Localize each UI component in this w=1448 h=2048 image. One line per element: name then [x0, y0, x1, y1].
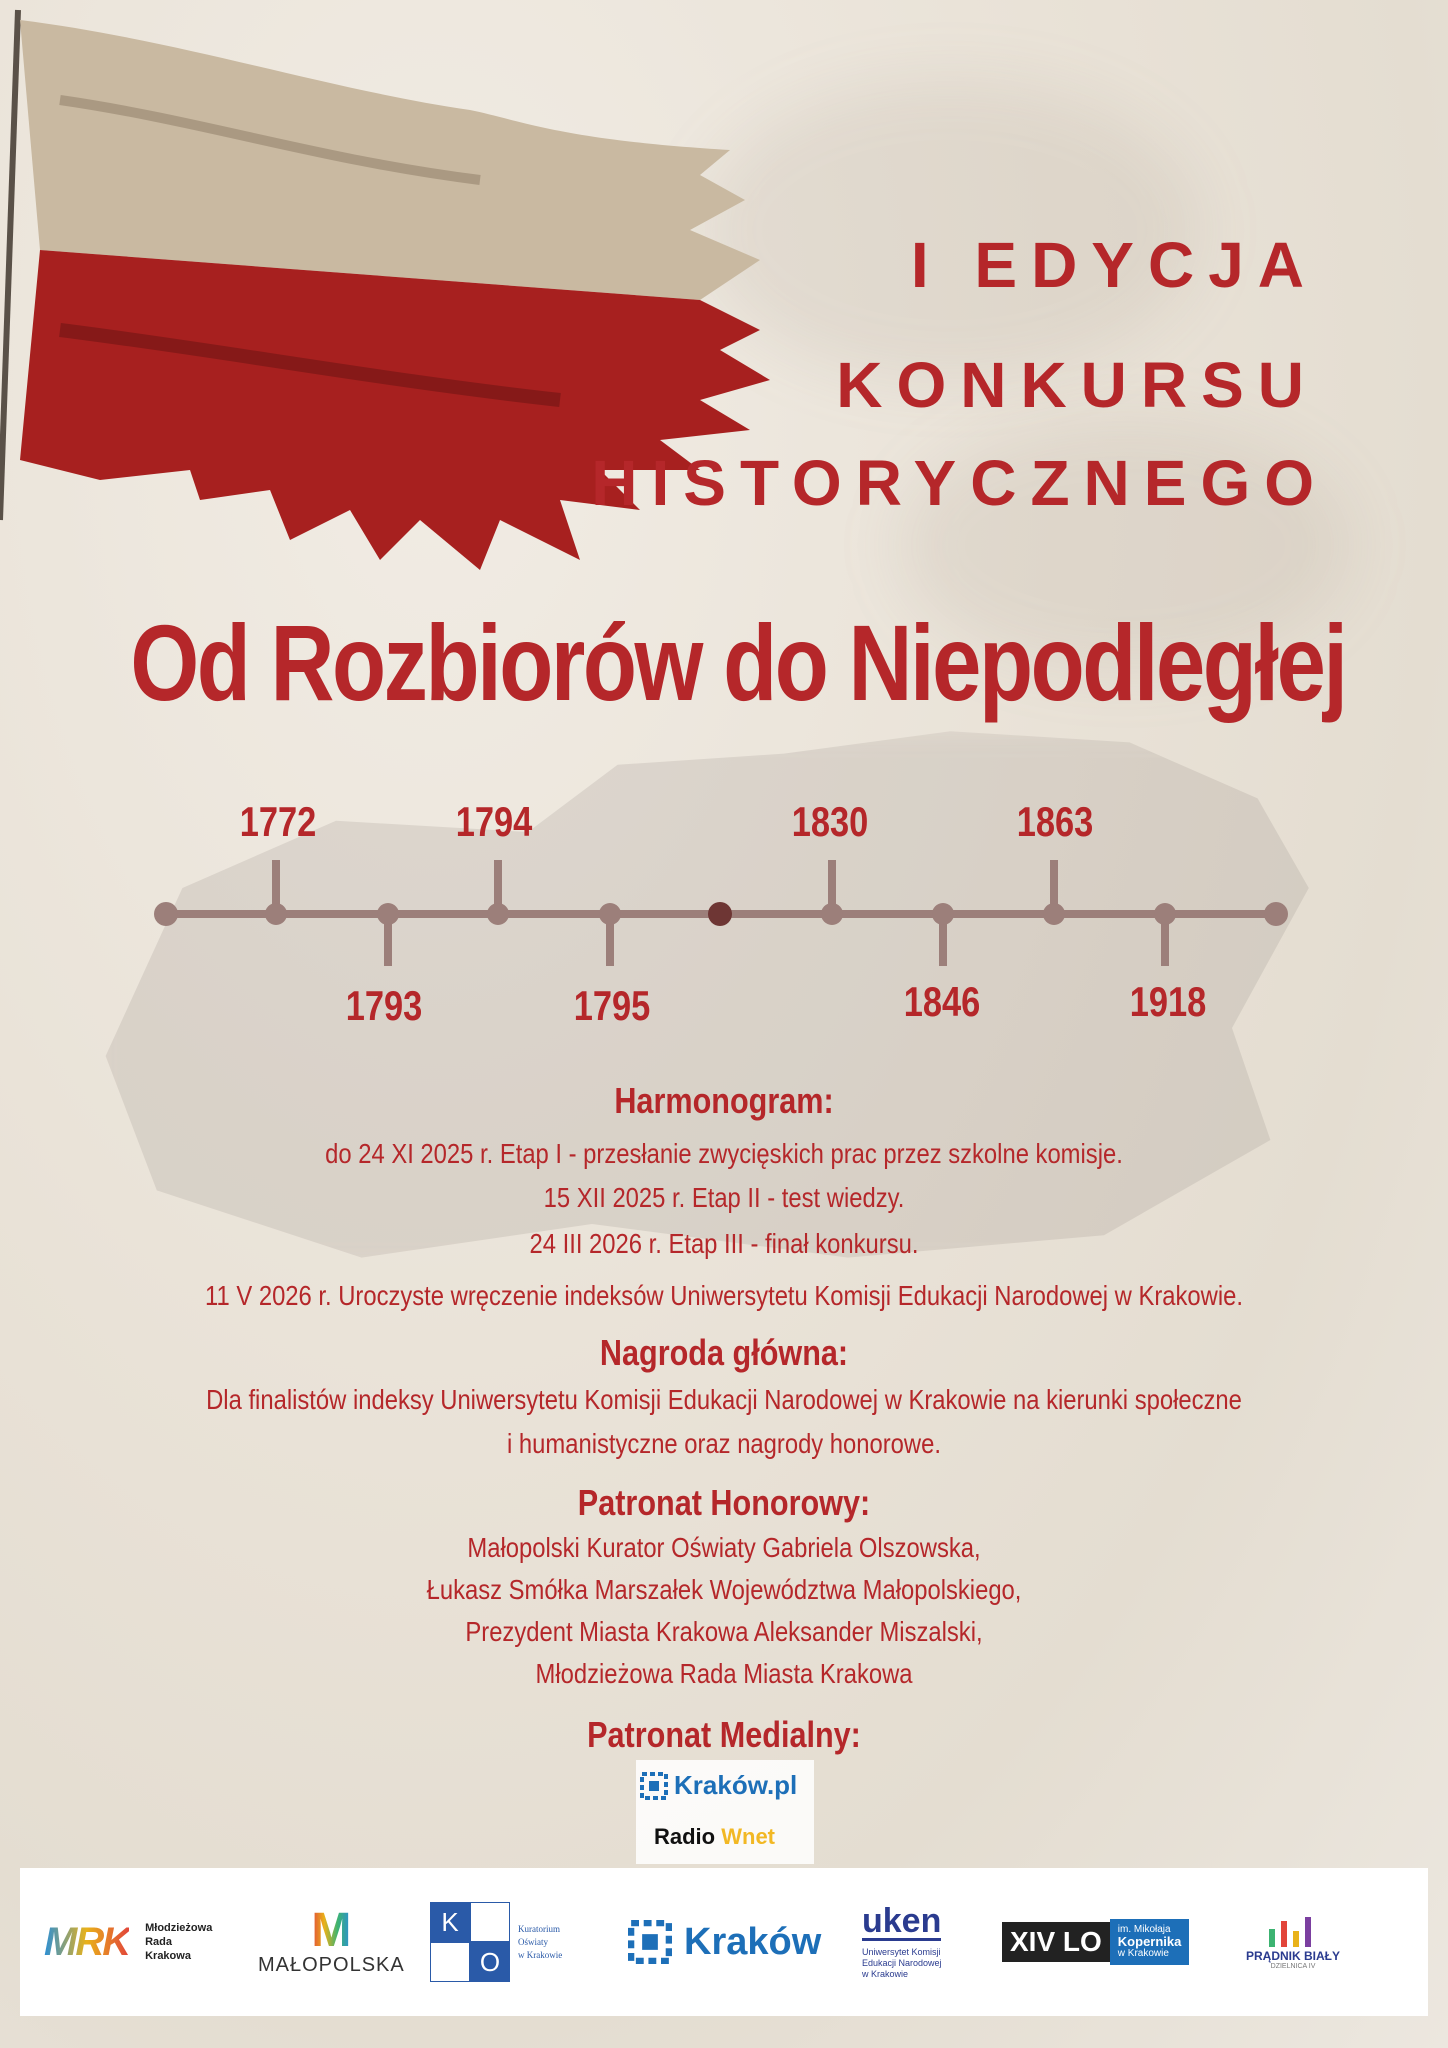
pradnik-subtext: DZIELNICA IV	[1270, 1962, 1316, 1970]
prize-line: Dla finalistów indeksy Uniwersytetu Komisji Edukacji Narodowej w Krakowie na kierunki społeczne	[206, 1384, 1242, 1415]
prize-line: i humanistyczne oraz nagrody honorowe.	[507, 1428, 941, 1459]
honorary-patron: Młodzieżowa Rada Miasta Krakowa	[535, 1658, 913, 1689]
xivlo-text: w Krakowie	[1117, 1948, 1169, 1959]
flag-pole	[0, 10, 18, 520]
media-patronage-heading: Patronat Medialny:	[587, 1714, 861, 1755]
honorary-patron: Małopolski Kurator Oświaty Gabriela Olszowska,	[467, 1532, 981, 1563]
year-1793: 1793	[345, 982, 423, 1029]
xivlo-text: Kopernika	[1117, 1934, 1182, 1949]
krakow-logo	[628, 1868, 821, 2016]
uken-text: w Krakowie	[862, 1969, 909, 1979]
mrk-text: Młodzieżowa	[145, 1922, 213, 1934]
kuratorium-text: Kuratorium	[518, 1923, 560, 1934]
timeline-axis	[0, 770, 1448, 1040]
flag-red-stripe	[20, 250, 770, 570]
honorary-patron: Prezydent Miasta Krakowa Aleksander Miszalski,	[465, 1616, 983, 1647]
mrk-text: Rada	[145, 1936, 172, 1948]
heading-historical: HISTORYCZNEGO	[591, 447, 1328, 519]
kuratorium-o: O	[470, 1942, 510, 1982]
media-patrons	[636, 1760, 814, 1864]
year-1846: 1846	[903, 978, 981, 1025]
xivlo-mark: XIV LO	[1002, 1922, 1110, 1962]
kuratorium-k: K	[430, 1902, 470, 1942]
year-1863: 1863	[1016, 798, 1094, 845]
krakow-grid-icon	[640, 1772, 668, 1800]
page-title: Od Rozbiorów do Niepodległej	[130, 602, 1346, 723]
harmonogram-item: 24 III 2026 r. Etap III - finał konkursu.	[529, 1228, 919, 1259]
harmonogram-item: 15 XII 2025 r. Etap II - test wiedzy.	[543, 1182, 905, 1213]
heading-edition: I EDYCJA	[910, 229, 1318, 301]
mrk-mark: MRK	[44, 1919, 130, 1964]
uken-text: Edukacji Narodowej	[862, 1958, 942, 1968]
krakow-pl-text: Kraków.pl	[674, 1770, 798, 1800]
harmonogram-item: 11 V 2026 r. Uroczyste wręczenie indeksów Uniwersytetu Komisji Edukacji Narodowej w Krakowie.	[205, 1280, 1243, 1311]
harmonogram-heading: Harmonogram:	[614, 1080, 834, 1121]
uken-logo	[862, 1868, 942, 2016]
kuratorium-logo	[430, 1868, 562, 2016]
mrk-text: Krakowa	[145, 1950, 191, 1962]
uken-text: Uniwersytet Komisji	[862, 1947, 941, 1957]
year-1918: 1918	[1129, 978, 1207, 1025]
malopolska-text: MAŁOPOLSKA	[258, 1953, 405, 1976]
malopolska-logo	[258, 1868, 405, 2016]
timeline-center-dot	[708, 902, 732, 926]
timeline	[0, 770, 1448, 1040]
mrk-logo	[44, 1868, 212, 2016]
harmonogram-item: do 24 XI 2025 r. Etap I - przesłanie zwycięskich prac przez szkolne komisje.	[325, 1138, 1123, 1169]
radio-text: Radio	[654, 1824, 722, 1849]
sponsor-logos-bar	[20, 1868, 1428, 2016]
honorary-patron: Łukasz Smółka Marszałek Województwa Małopolskiego,	[426, 1574, 1022, 1605]
prize-heading: Nagroda główna:	[599, 1332, 849, 1373]
kuratorium-text: w Krakowie	[518, 1949, 563, 1960]
timeline-endpoint	[154, 902, 178, 926]
year-1772: 1772	[239, 798, 317, 845]
wnet-text: Wnet	[721, 1824, 775, 1849]
xivlo-text: im. Mikołaja	[1117, 1924, 1171, 1935]
timeline-endpoint	[1264, 902, 1288, 926]
malopolska-mark: M	[311, 1903, 352, 1957]
honorary-patronage-heading: Patronat Honorowy:	[577, 1482, 871, 1523]
xivlo-logo	[1002, 1868, 1189, 2016]
krakow-text: Kraków	[684, 1920, 822, 1963]
radio-wnet-logo	[654, 1824, 775, 1850]
pradnik-text: PRĄDNIK BIAŁY	[1246, 1948, 1341, 1963]
pradnik-bars-icon	[1263, 1915, 1323, 1949]
kuratorium-text: Oświaty	[518, 1936, 548, 1947]
heading-contest: KONKURSU	[836, 349, 1318, 421]
year-1795: 1795	[573, 982, 651, 1029]
krakow-pl-logo	[640, 1770, 797, 1801]
year-1830: 1830	[791, 798, 869, 845]
year-1794: 1794	[455, 798, 533, 845]
pradnik-bialy-logo	[1246, 1868, 1340, 2016]
krakow-grid-icon	[628, 1920, 672, 1964]
uken-mark: uken	[862, 1902, 942, 1940]
